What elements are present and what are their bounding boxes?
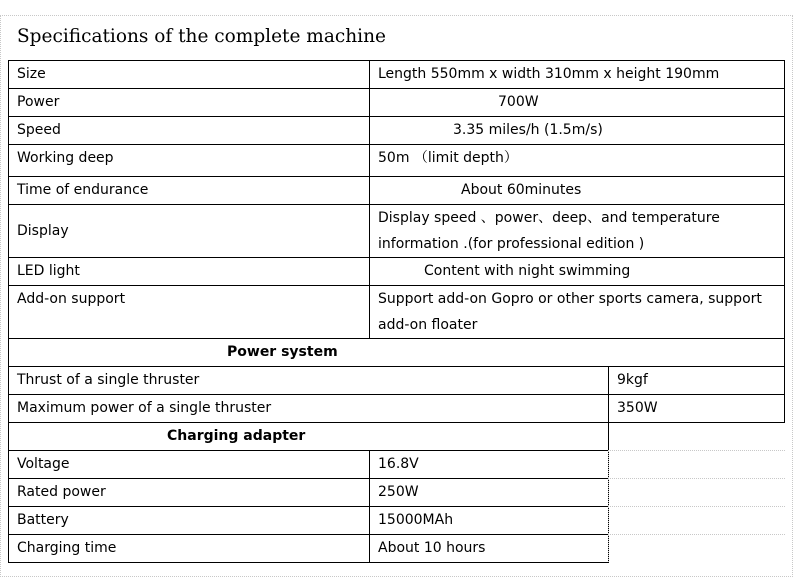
- led-label: LED light: [8, 257, 370, 286]
- charging-time-label: Charging time: [8, 534, 370, 563]
- charging-header: Charging adapter: [8, 422, 609, 451]
- empty-grid-cell: [608, 506, 785, 534]
- addon-label: Add-on support: [8, 285, 370, 339]
- display-value: [369, 204, 785, 258]
- display-value-line1: Display speed 、power、deep、and temperature: [378, 210, 720, 226]
- addon-value-line2: add-on floater: [378, 317, 478, 333]
- max-power-value: 350W: [608, 394, 785, 423]
- voltage-label: Voltage: [8, 450, 370, 479]
- rated-power-label: Rated power: [8, 478, 370, 507]
- voltage-value: 16.8V: [369, 450, 609, 479]
- size-label: Size: [8, 60, 370, 89]
- thrust-value: 9kgf: [608, 366, 785, 395]
- page-title: Specifications of the complete machine: [17, 26, 386, 47]
- power-system-header: Power system: [8, 338, 785, 367]
- battery-value: 15000MAh: [369, 506, 609, 535]
- addon-value-line1: Support add-on Gopro or other sports camera, support: [378, 291, 762, 307]
- empty-grid-cell: [608, 478, 785, 506]
- size-value: Length 550mm x width 310mm x height 190mm: [369, 60, 785, 89]
- charging-time-value: About 10 hours: [369, 534, 609, 563]
- rated-power-value: 250W: [369, 478, 609, 507]
- display-value-line2: information .(for professional edition ): [378, 236, 645, 252]
- endurance-value: About 60minutes: [369, 176, 785, 205]
- working-deep-value: 50m （limit depth）: [369, 144, 785, 177]
- empty-grid-cell: [608, 534, 785, 562]
- power-value: 700W: [369, 88, 785, 117]
- led-value: Content with night swimming: [369, 257, 785, 286]
- thrust-label: Thrust of a single thruster: [8, 366, 609, 395]
- power-label: Power: [8, 88, 370, 117]
- battery-label: Battery: [8, 506, 370, 535]
- max-power-label: Maximum power of a single thruster: [8, 394, 609, 423]
- endurance-label: Time of endurance: [8, 176, 370, 205]
- empty-grid-cell: [608, 450, 785, 478]
- working-deep-label: Working deep: [8, 144, 370, 177]
- display-label: Display: [8, 204, 370, 258]
- speed-label: Speed: [8, 116, 370, 145]
- speed-value: 3.35 miles/h (1.5m/s): [369, 116, 785, 145]
- addon-value: [369, 285, 785, 339]
